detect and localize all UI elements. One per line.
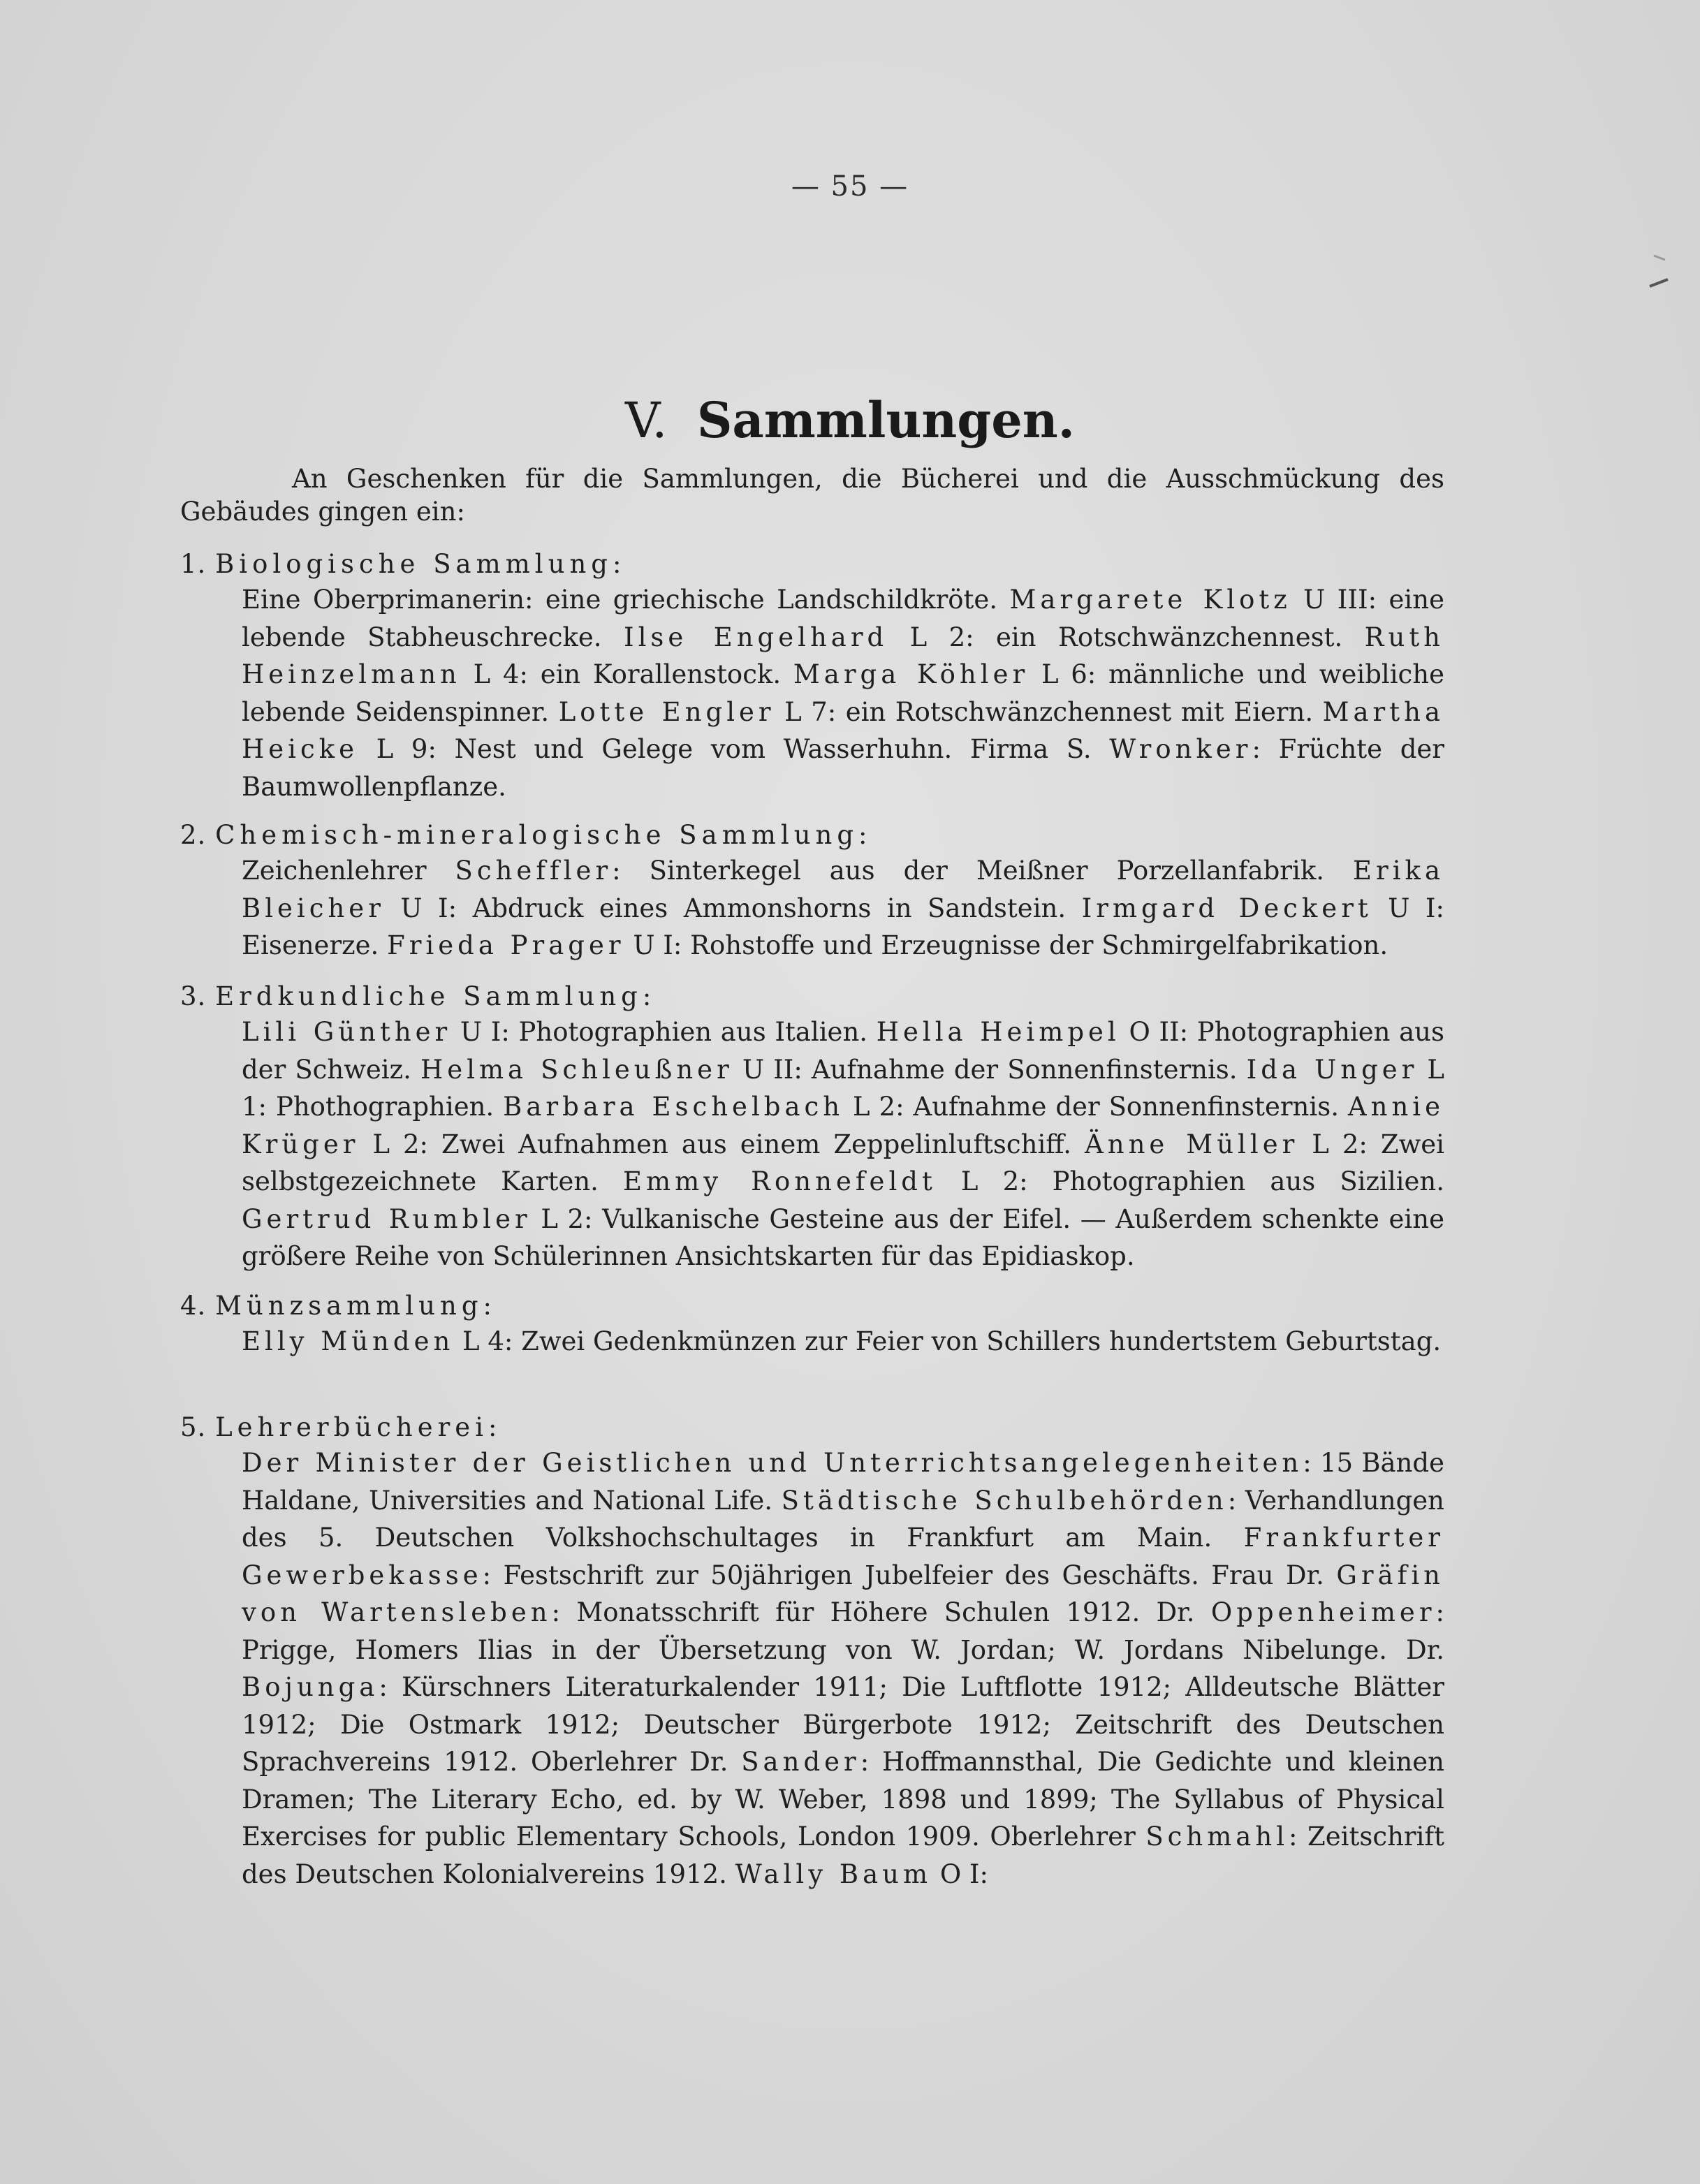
donor-name: Gräfin von Wartensleben [242, 1560, 1444, 1627]
chapter-number: V. [624, 392, 668, 449]
body-text: : Monatsschrift für Höhere Schulen 1912. Dr. [551, 1597, 1211, 1627]
section-body [242, 852, 1444, 965]
section-title [180, 1411, 1444, 1444]
section-label: Chemisch-mineralogische Sammlung: [215, 820, 872, 850]
donor-name: Gertrud Rumbler [242, 1203, 532, 1234]
body-text: U I: Eisenerze. [242, 893, 1445, 960]
donor-name: Sander [741, 1747, 860, 1777]
donor-name: Schmahl [1145, 1822, 1289, 1852]
section-number: 5. [180, 1412, 207, 1442]
body-text: U II: Aufnahme der Sonnenfinsternis. [733, 1054, 1247, 1085]
body-text: : Festschrift zur 50jährigen Jubelfeier des Geschäfts. Frau Dr. [482, 1560, 1337, 1590]
donor-name: Ida Unger [1246, 1054, 1419, 1085]
donor-name: Martha Heicke [242, 696, 1444, 764]
body-text: : Zeitschrift des Deutschen Kolonialvereins 1912. [242, 1822, 1444, 1889]
donor-name: Änne Müller [1085, 1129, 1299, 1159]
donor-name: Annie Krüger [242, 1092, 1445, 1159]
section-teacher-library [180, 1411, 1444, 1893]
section-body [242, 1444, 1444, 1893]
donor-name: Barbara Eschelbach [503, 1092, 844, 1122]
donor-name: Scheffler [455, 856, 613, 886]
section-geography [180, 980, 1444, 1275]
donor-name: Margarete Klotz [1009, 585, 1291, 615]
chapter-title: Sammlungen. [696, 391, 1075, 449]
body-text: L 2: Photographien aus Sizilien. [936, 1166, 1444, 1196]
donor-name: Marga Köhler [793, 659, 1029, 689]
section-label: Münzsammlung: [215, 1291, 497, 1321]
body-text: Eine Oberprimanerin: eine griechische Landschildkröte. [242, 585, 1010, 615]
body-text: U I: Photographien aus Italien. [451, 1017, 877, 1047]
donor-name: Bojunga [242, 1672, 379, 1702]
section-label: Biologische Sammlung: [215, 549, 626, 579]
body-text: L 2: Zwei selbstgezeichnete Karten. [242, 1129, 1444, 1196]
section-label: Lehrerbücherei: [215, 1412, 502, 1442]
body-text: U I: Abdruck eines Ammonshorns in Sandstein. [384, 893, 1082, 923]
chapter-heading [0, 391, 1700, 449]
scan-speck-marks [1644, 251, 1672, 307]
donor-name: Erika Bleicher [242, 856, 1445, 923]
donor-name: Lotte Engler [558, 696, 775, 727]
page-number: — 55 — [791, 170, 909, 203]
section-title [180, 819, 1444, 852]
donor-name: Elly Münden [242, 1326, 455, 1356]
body-text: L 6: männliche und weibliche lebende Seidenspinner. [242, 659, 1444, 727]
body-text: L 9: Nest und Gelege vom Wasserhuhn. Firma S. [358, 734, 1110, 764]
body-text: O II: Photographien aus der Schweiz. [242, 1017, 1444, 1085]
body-text: : Sinterkegel aus der Meißner Porzellanfabrik. [612, 856, 1353, 886]
body-text: L 4: Zwei Gedenkmünzen zur Feier von Schillers hundertstem Geburtstag. [454, 1326, 1442, 1356]
donor-name: Frankfurter Gewerbekasse [242, 1523, 1444, 1590]
donor-name: Frieda Prager [387, 930, 625, 960]
body-text: Zeichenlehrer [242, 856, 455, 886]
section-number: 2. [180, 820, 207, 850]
body-text: L 2: Aufnahme der Sonnenfinsternis. [844, 1092, 1348, 1122]
body-text: : 15 Bände Haldane, Universities and National Life. [242, 1448, 1444, 1516]
body-text: L 2: Vulkanische Gesteine aus der Eifel. — Außerdem schenkte eine größere Reihe von Schülerinnen Ansichtskarten für das Epidiaskop. [242, 1203, 1444, 1271]
section-number: 1. [180, 549, 207, 579]
body-text: L 7: ein Rotschwänzchennest mit Eiern. [775, 696, 1323, 727]
donor-name: Wally Baum [735, 1859, 932, 1889]
body-text: L 2: Zwei Aufnahmen aus einem Zeppelinluftschiff. [359, 1129, 1085, 1159]
donor-name: Hella Heimpel [876, 1017, 1120, 1047]
donor-name: Lili Günther [242, 1017, 452, 1047]
section-number: 4. [180, 1291, 207, 1321]
intro-paragraph: An Geschenken für die Sammlungen, die Bücherei und die Ausschmückung des Gebäudes gingen ein: [180, 464, 1444, 527]
donor-name: Wronker [1109, 734, 1252, 764]
body-text: : Hoffmannsthal, Die Gedichte und kleinen Dramen; The Literary Echo, ed. by W. Weber, 1898 und 1899; The Syllabus of Physical Exercises for public Elementary Schools, London 1909. Oberlehrer [242, 1747, 1445, 1852]
section-title [180, 548, 1444, 581]
donor-name: Helma Schleußner [420, 1054, 733, 1085]
section-body [242, 1013, 1444, 1275]
section-title [180, 1289, 1444, 1323]
section-body [242, 1323, 1444, 1361]
body-text: U III: eine lebende Stabheuschrecke. [242, 585, 1444, 652]
body-text: : Kürschners Literaturkalender 1911; Die Luftflotte 1912; Alldeutsche Blätter 1912; Die Ostmark 1912; Deutscher Bürgerbote 1912; Zeitschrift des Deutschen Sprachvereins 1912. Oberlehrer Dr. [242, 1672, 1444, 1777]
body-text: L 4: ein Korallenstock. [460, 659, 793, 689]
section-chemistry-mineralogy [180, 819, 1444, 965]
donor-name: Der Minister der Geistlichen und Unterrichtsangelegenheiten [242, 1448, 1303, 1478]
body-text: : Früchte der Baumwollenpflanze. [242, 734, 1444, 802]
body-text: : Verhandlungen des 5. Deutschen Volkshochschultages in Frankfurt am Main. [242, 1485, 1444, 1553]
body-text: L 2: ein Rotschwänzchennest. [888, 622, 1365, 652]
section-coins [180, 1289, 1444, 1361]
section-biology [180, 548, 1444, 805]
body-text: O I: [932, 1859, 988, 1889]
donor-name: Ilse Engelhard [623, 622, 888, 652]
donor-name: Oppenheimer [1210, 1597, 1436, 1627]
section-body [242, 581, 1444, 805]
body-text: : Prigge, Homers Ilias in der Übersetzung von W. Jordan; W. Jordans Nibelunge. Dr. [242, 1597, 1444, 1665]
body-text: U I: Rohstoffe und Erzeugnisse der Schmirgelfabrikation. [624, 930, 1388, 960]
donor-name: Städtische Schulbehörden [781, 1485, 1228, 1516]
section-number: 3. [180, 981, 207, 1011]
donor-name: Irmgard Deckert [1081, 893, 1372, 923]
body-text: L 1: Phothographien. [242, 1054, 1444, 1122]
section-label: Erdkundliche Sammlung: [215, 981, 657, 1011]
section-title [180, 980, 1444, 1013]
donor-name: Ruth Heinzelmann [242, 622, 1445, 689]
donor-name: Emmy Ronnefeldt [623, 1166, 937, 1196]
